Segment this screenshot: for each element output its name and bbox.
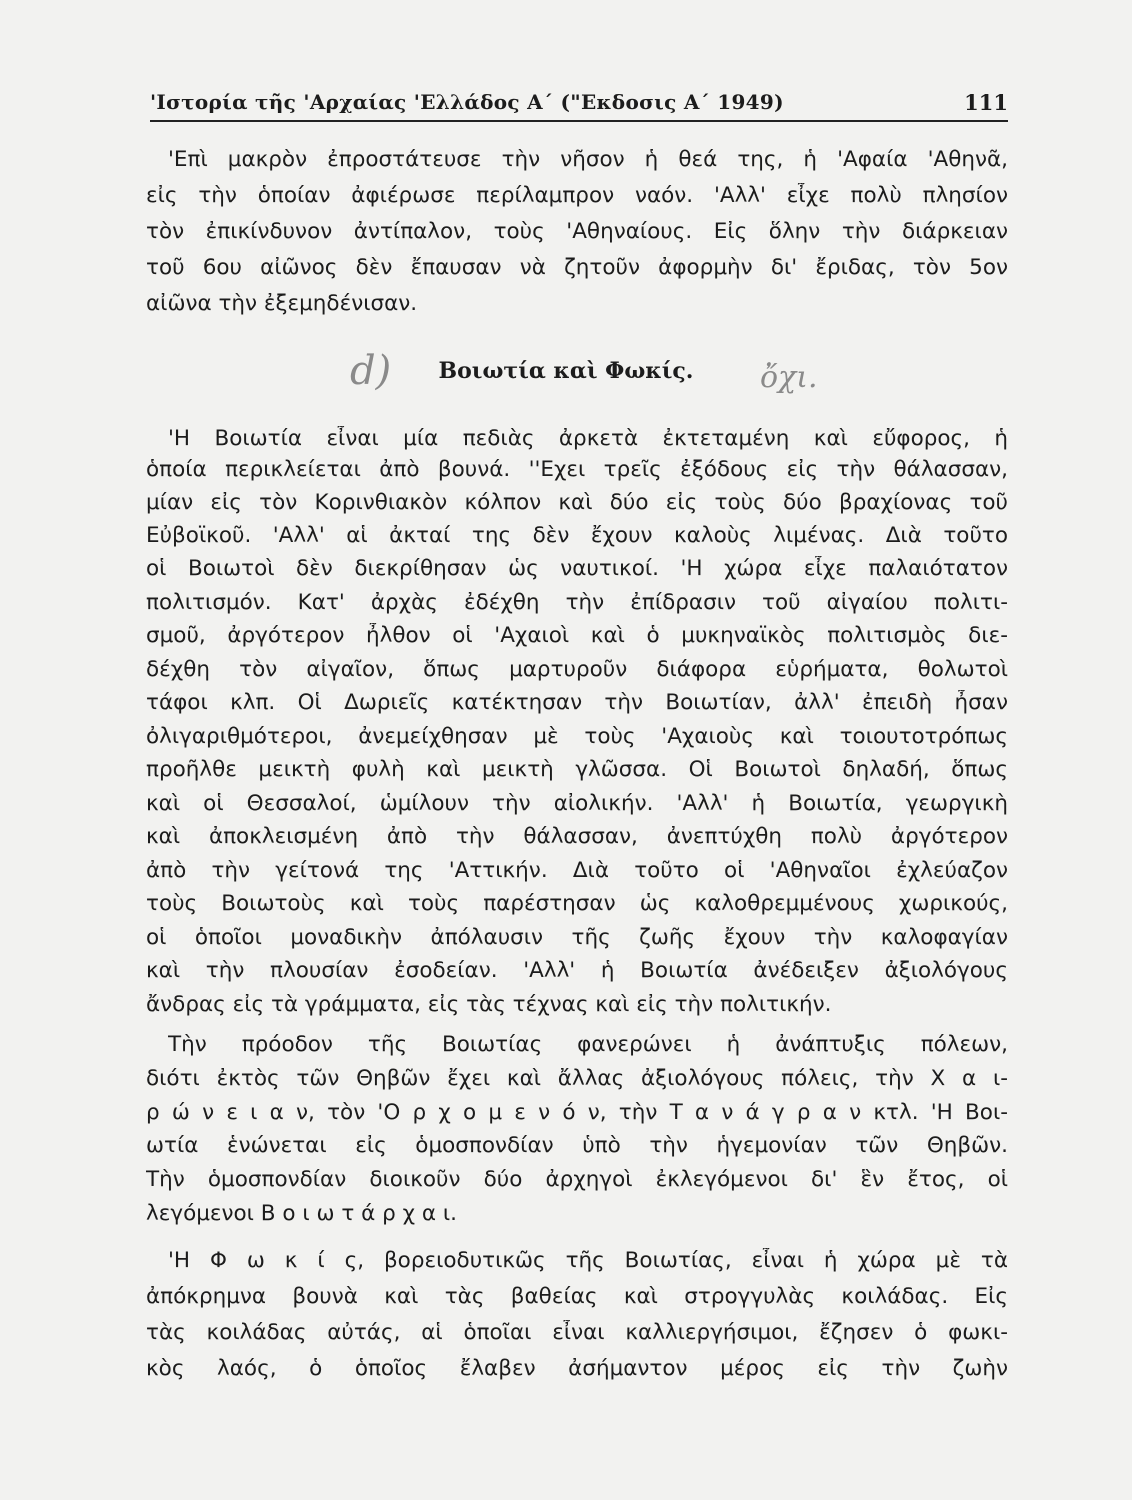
text-line: καὶ οἱ Θεσσαλοί, ὡμίλουν τὴν αἰολικήν. 'Αλλ' ἡ Βοιωτία, γεωργικὴ [146, 791, 1008, 816]
text-line: καὶ τὴν πλουσίαν ἐσοδείαν. 'Αλλ' ἡ Βοιωτία ἀνέδειξεν ἀξιολόγους [146, 958, 1008, 983]
text-line: τὸν ἐπικίνδυνον ἀντίπαλον, τοὺς 'Αθηναίους. Εἰς ὅλην τὴν διάρκειαν [146, 219, 1008, 244]
running-header [150, 86, 1008, 122]
text-line: τοὺς Βοιωτοὺς καὶ τοὺς παρέστησαν ὡς καλοθρεμμένους χωρικούς, [146, 891, 1008, 916]
text-line: 'Η Φ ω κ ί ς, βορειοδυτικῶς τῆς Βοιωτίας, εἶναι ἡ χώρα μὲ τὰ [168, 1248, 1008, 1273]
text-line: οἱ Βοιωτοὶ δὲν διεκρίθησαν ὡς ναυτικοί. 'Η χώρα εἶχε παλαιότατον [146, 556, 1008, 581]
text-line: λεγόμενοι Β ο ι ω τ ά ρ χ α ι. [146, 1201, 457, 1226]
text-line: ὀλιγαριθμότεροι, ἀνεμείχθησαν μὲ τοὺς 'Αχαιοὺς καὶ τοιουτοτρόπως [146, 724, 1008, 749]
text-line: ρ ώ ν ε ι α ν, τὸν 'Ο ρ χ ο μ ε ν ό ν, τὴν Τ α ν ά γ ρ α ν κτλ. 'Η Βοι- [146, 1100, 1008, 1125]
text-line: ωτία ἑνώνεται εἰς ὁμοσπονδίαν ὑπὸ τὴν ἡγεμονίαν τῶν Θηβῶν. [146, 1133, 1008, 1158]
section-heading: Βοιωτία καὶ Φωκίς. [438, 358, 694, 384]
page-number: 111 [964, 90, 1008, 115]
text-line: ἀπόκρημνα βουνὰ καὶ τὰς βαθείας καὶ στρογγυλὰς κοιλάδας. Εἰς [146, 1284, 1008, 1309]
text-line: αἰῶνα τὴν ἐξεμηδένισαν. [146, 291, 418, 316]
text-line: δέχθη τὸν αἰγαῖον, ὅπως μαρτυροῦν διάφορα εὑρήματα, θολωτοὶ [146, 657, 1008, 682]
text-line: ἄνδρας εἰς τὰ γράμματα, εἰς τὰς τέχνας καὶ εἰς τὴν πολιτικήν. [146, 992, 832, 1017]
text-line: μίαν εἰς τὸν Κορινθιακὸν κόλπον καὶ δύο εἰς τοὺς δύο βραχίονας τοῦ [146, 490, 1008, 515]
handwritten-note-left: d) [350, 348, 392, 394]
text-line: σμοῦ, ἀργότερον ἦλθον οἱ 'Αχαιοὶ καὶ ὁ μυκηναϊκὸς πολιτισμὸς διε- [146, 623, 1008, 648]
text-line: πολιτισμόν. Κατ' ἀρχὰς ἐδέχθη τὴν ἐπίδρασιν τοῦ αἰγαίου πολιτι- [146, 590, 1008, 615]
handwritten-note-right: ὄχι. [760, 360, 818, 395]
text-line: 'Η Βοιωτία εἶναι μία πεδιὰς ἀρκετὰ ἐκτεταμένη καὶ εὔφορος, ἡ [168, 426, 1008, 451]
text-line: τοῦ 6ου αἰῶνος δὲν ἔπαυσαν νὰ ζητοῦν ἀφορμὴν δι' ἔριδας, τὸν 5ον [146, 255, 1008, 280]
text-line: τὰς κοιλάδας αὐτάς, αἱ ὁποῖαι εἶναι καλλιεργήσιμοι, ἔζησεν ὁ φωκι- [146, 1320, 1008, 1345]
text-line: τάφοι κλπ. Οἱ Δωριεῖς κατέκτησαν τὴν Βοιωτίαν, ἀλλ' ἐπειδὴ ἦσαν [146, 690, 1008, 715]
text-line: κὸς λαός, ὁ ὁποῖος ἔλαβεν ἀσήμαντον μέρος εἰς τὴν ζωὴν [146, 1356, 1008, 1381]
text-line: ἀπὸ τὴν γείτονά της 'Αττικήν. Διὰ τοῦτο οἱ 'Αθηναῖοι ἐχλεύαζον [146, 858, 1008, 883]
text-line: οἱ ὁποῖοι μοναδικὴν ἀπόλαυσιν τῆς ζωῆς ἔχουν τὴν καλοφαγίαν [146, 925, 1008, 950]
text-line: ὁποία περικλείεται ἀπὸ βουνά. ''Εχει τρεῖς ἐξόδους εἰς τὴν θάλασσαν, [146, 457, 1008, 482]
header-title: 'Ιστορία τῆς 'Αρχαίας 'Ελλάδος Α΄ ("Εκδοσις Α΄ 1949) [150, 90, 784, 114]
text-line: καὶ ἀποκλεισμένη ἀπὸ τὴν θάλασσαν, ἀνεπτύχθη πολὺ ἀργότερον [146, 824, 1008, 849]
text-line: εἰς τὴν ὁποίαν ἀφιέρωσε περίλαμπρον ναόν. 'Αλλ' εἶχε πολὺ πλησίον [146, 183, 1008, 208]
text-line: προῆλθε μεικτὴ φυλὴ καὶ μεικτὴ γλῶσσα. Οἱ Βοιωτοὶ δηλαδή, ὅπως [146, 757, 1008, 782]
text-line: Τὴν πρόοδον τῆς Βοιωτίας φανερώνει ἡ ἀνάπτυξις πόλεων, [168, 1032, 1008, 1057]
text-line: 'Επὶ μακρὸν ἐπροστάτευσε τὴν νῆσον ἡ θεά της, ἡ 'Αφαία 'Αθηνᾶ, [168, 147, 1008, 172]
text-line: Τὴν ὁμοσπονδίαν διοικοῦν δύο ἀρχηγοὶ ἐκλεγόμενοι δι' ἓν ἔτος, οἱ [146, 1167, 1008, 1192]
text-line: Εὐβοϊκοῦ. 'Αλλ' αἱ ἀκταί της δὲν ἔχουν καλοὺς λιμένας. Διὰ τοῦτο [146, 523, 1008, 548]
text-line: διότι ἐκτὸς τῶν Θηβῶν ἔχει καὶ ἄλλας ἀξιολόγους πόλεις, τὴν Χ α ι- [146, 1066, 1008, 1091]
